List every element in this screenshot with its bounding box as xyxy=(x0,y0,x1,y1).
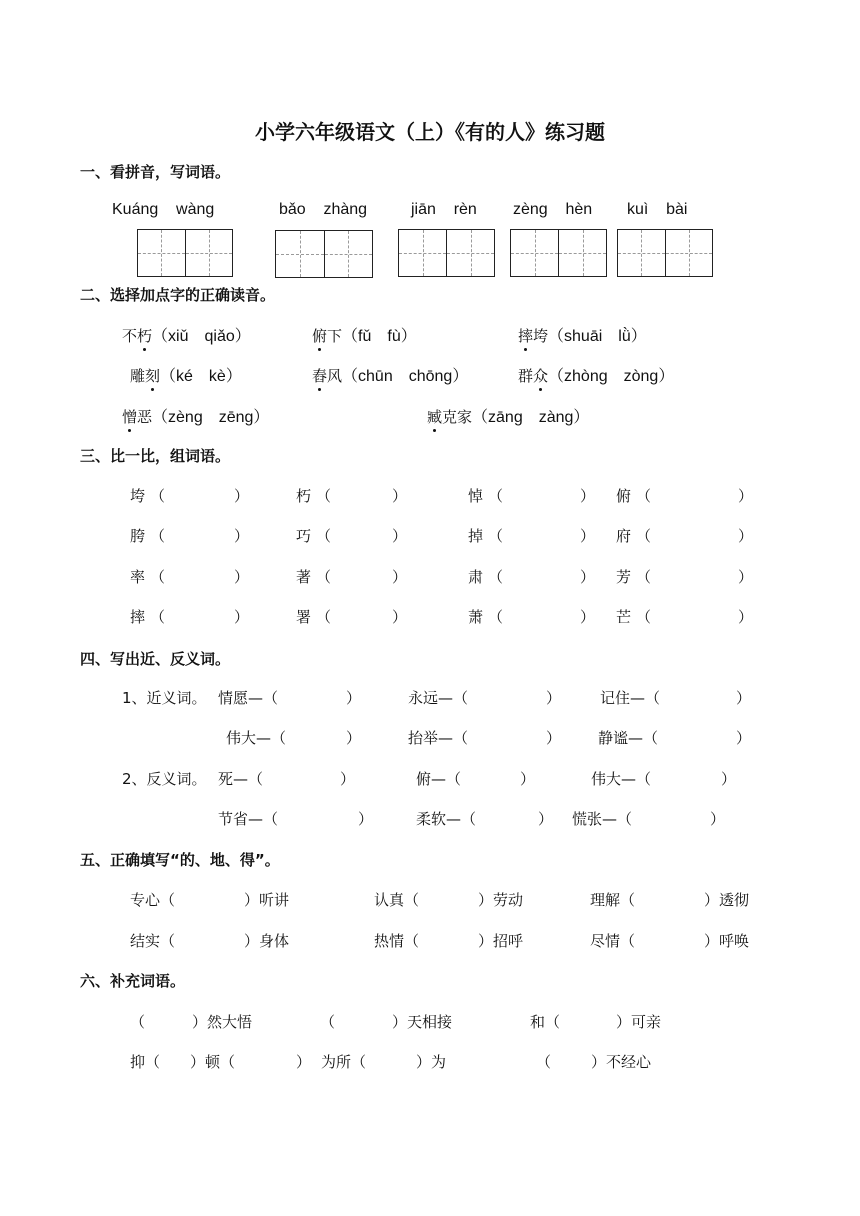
close-paren: ） xyxy=(234,568,250,586)
pinyin-2: bǎo zhàng xyxy=(279,201,368,218)
antonym-item: 伟大—（ xyxy=(591,770,652,788)
section-1-heading: 一、看拼音，写词语。 xyxy=(80,163,231,181)
antonym-label: 2、反义词。 xyxy=(122,770,207,788)
open-paren: （ xyxy=(316,527,332,545)
close-paren: ） xyxy=(580,568,596,586)
close-paren: ） xyxy=(710,810,726,828)
fill-item: 认真（ xyxy=(374,891,420,909)
idiom-item-end: ）不经心 xyxy=(591,1053,652,1071)
synonym-item: 静谧—（ xyxy=(598,729,659,747)
reading-item: 舂风（chūn chōng） xyxy=(312,367,469,385)
synonym-label: 1、近义词。 xyxy=(122,689,207,707)
fill-item-end: ）劳动 xyxy=(478,891,524,909)
close-paren: ） xyxy=(358,810,374,828)
idiom-item: （ xyxy=(130,1013,146,1031)
compare-char: 著 xyxy=(296,568,312,586)
antonym-item: 死—（ xyxy=(218,770,264,788)
reading-item: 摔垮（shuāi lǜ） xyxy=(518,327,647,345)
reading-item: 不朽（xiǔ qiǎo） xyxy=(122,327,251,345)
open-paren: （ xyxy=(636,487,652,505)
compare-char: 芳 xyxy=(616,568,632,586)
close-paren: ） xyxy=(580,527,596,545)
close-paren: ） xyxy=(721,770,737,788)
page-title: 小学六年级语文（上）《有的人》练习题 xyxy=(255,120,605,144)
compare-char: 悼 xyxy=(468,487,484,505)
close-paren: ） xyxy=(546,729,562,747)
close-paren: ） xyxy=(738,487,754,505)
compare-char: 垮 xyxy=(130,487,146,505)
close-paren: ） xyxy=(738,608,754,626)
antonym-item: 柔软—（ xyxy=(416,810,477,828)
close-paren: ） xyxy=(392,568,408,586)
synonym-item: 记住—（ xyxy=(600,689,661,707)
fill-item: 尽情（ xyxy=(590,932,636,950)
idiom-item: （ xyxy=(320,1013,336,1031)
open-paren: （ xyxy=(316,487,332,505)
close-paren: ） xyxy=(580,608,596,626)
idiom-item: （ xyxy=(536,1053,552,1071)
idiom-item-end: ）为 xyxy=(416,1053,447,1071)
compare-char: 掉 xyxy=(468,527,484,545)
open-paren: （ xyxy=(488,487,504,505)
close-paren: ） xyxy=(736,689,752,707)
idiom-item-end: ）然大悟 xyxy=(192,1013,253,1031)
close-paren: ） xyxy=(234,608,250,626)
fill-item-end: ）招呼 xyxy=(478,932,524,950)
compare-char: 肃 xyxy=(468,568,484,586)
close-paren: ） xyxy=(738,568,754,586)
reading-item: 雕刻（ké kè） xyxy=(130,367,242,385)
reading-item: 憎恶（zèng zēng） xyxy=(122,408,270,426)
idiom-item-end: ）天相接 xyxy=(392,1013,453,1031)
open-paren: （ xyxy=(488,568,504,586)
writing-grid-1[interactable] xyxy=(137,229,233,277)
compare-char: 俯 xyxy=(616,487,632,505)
open-paren: （ xyxy=(316,568,332,586)
close-paren: ） xyxy=(736,729,752,747)
pinyin-1: Kuáng wàng xyxy=(112,201,215,218)
antonym-item: 节省—（ xyxy=(218,810,279,828)
fill-item-end: ）透彻 xyxy=(704,891,750,909)
idiom-item-end: ） xyxy=(296,1053,312,1071)
open-paren: （ xyxy=(488,527,504,545)
pinyin-4: zèng hèn xyxy=(513,201,593,218)
antonym-item: 俯—（ xyxy=(416,770,462,788)
compare-char: 巧 xyxy=(296,527,312,545)
idiom-item: 和（ xyxy=(530,1013,561,1031)
reading-item: 群众（zhòng zòng） xyxy=(518,367,675,385)
synonym-item: 伟大—（ xyxy=(226,729,287,747)
close-paren: ） xyxy=(392,527,408,545)
compare-char: 胯 xyxy=(130,527,146,545)
close-paren: ） xyxy=(392,608,408,626)
close-paren: ） xyxy=(580,487,596,505)
compare-char: 芒 xyxy=(616,608,632,626)
fill-item: 热情（ xyxy=(374,932,420,950)
synonym-item: 情愿—（ xyxy=(218,689,279,707)
reading-item: 俯下（fǔ fù） xyxy=(312,327,417,345)
compare-char: 府 xyxy=(616,527,632,545)
antonym-item: 慌张—（ xyxy=(572,810,633,828)
idiom-item: 为所（ xyxy=(321,1053,367,1071)
fill-item-end: ）呼唤 xyxy=(704,932,750,950)
close-paren: ） xyxy=(340,770,356,788)
fill-item: 专心（ xyxy=(130,891,176,909)
open-paren: （ xyxy=(150,608,166,626)
section-5-heading: 五、正确填写“的、地、得”。 xyxy=(80,851,280,869)
writing-grid-3[interactable] xyxy=(398,229,495,277)
section-4-heading: 四、写出近、反义词。 xyxy=(80,650,231,668)
section-3-heading: 三、比一比，组词语。 xyxy=(80,447,231,465)
idiom-item: 抑（ xyxy=(130,1053,161,1071)
writing-grid-5[interactable] xyxy=(617,229,713,277)
synonym-item: 永远—（ xyxy=(408,689,469,707)
open-paren: （ xyxy=(150,568,166,586)
open-paren: （ xyxy=(150,487,166,505)
open-paren: （ xyxy=(636,568,652,586)
fill-item-end: ）听讲 xyxy=(244,891,290,909)
close-paren: ） xyxy=(234,527,250,545)
close-paren: ） xyxy=(346,689,362,707)
close-paren: ） xyxy=(392,487,408,505)
open-paren: （ xyxy=(636,608,652,626)
close-paren: ） xyxy=(346,729,362,747)
writing-grid-4[interactable] xyxy=(510,229,607,277)
compare-char: 萧 xyxy=(468,608,484,626)
idiom-item-mid: ）顿（ xyxy=(190,1053,236,1071)
pinyin-3: jiān rèn xyxy=(411,201,477,218)
close-paren: ） xyxy=(520,770,536,788)
synonym-item: 抬举—（ xyxy=(408,729,469,747)
open-paren: （ xyxy=(150,527,166,545)
reading-item: 臧克家（zāng zàng） xyxy=(427,408,590,426)
section-2-heading: 二、选择加点字的正确读音。 xyxy=(80,286,276,304)
fill-item: 理解（ xyxy=(590,891,636,909)
open-paren: （ xyxy=(636,527,652,545)
pinyin-5: kuì bài xyxy=(627,201,688,218)
open-paren: （ xyxy=(488,608,504,626)
compare-char: 率 xyxy=(130,568,146,586)
compare-char: 署 xyxy=(296,608,312,626)
fill-item-end: ）身体 xyxy=(244,932,290,950)
section-6-heading: 六、补充词语。 xyxy=(80,972,186,990)
close-paren: ） xyxy=(738,527,754,545)
compare-char: 摔 xyxy=(130,608,146,626)
compare-char: 朽 xyxy=(296,487,312,505)
idiom-item-end: ）可亲 xyxy=(616,1013,662,1031)
close-paren: ） xyxy=(546,689,562,707)
close-paren: ） xyxy=(234,487,250,505)
close-paren: ） xyxy=(538,810,554,828)
writing-grid-2[interactable] xyxy=(275,230,373,278)
fill-item: 结实（ xyxy=(130,932,176,950)
open-paren: （ xyxy=(316,608,332,626)
